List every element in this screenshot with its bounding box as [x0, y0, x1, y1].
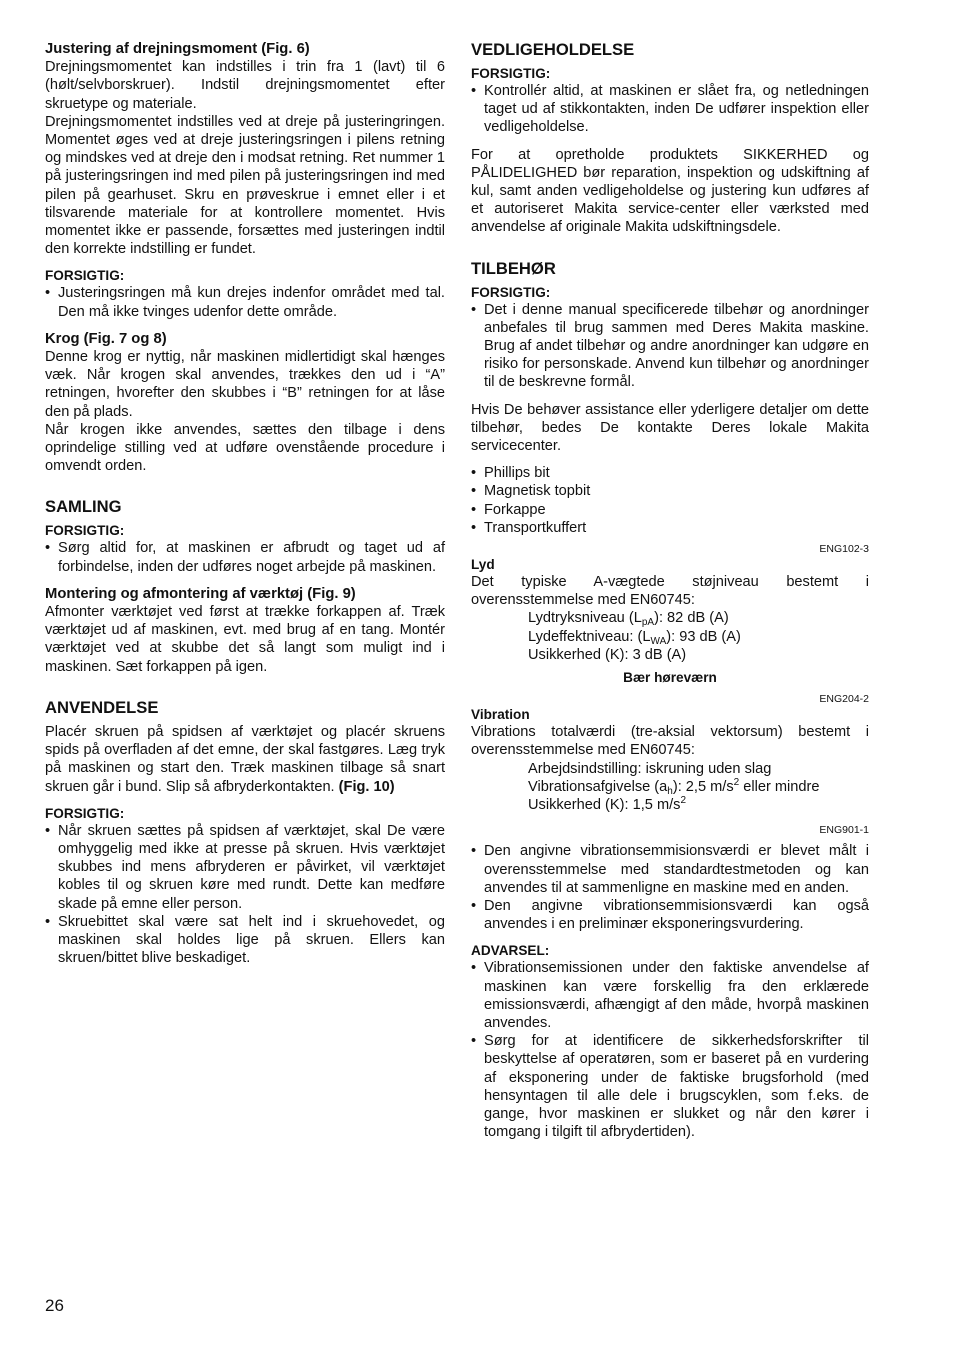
list-item: • Den angivne vibrationsemmisionsværdi er blevet målt i overensstemmelse med standardtestmetoden og kan anvendes til at sammenligne en maskine med en anden.	[471, 843, 869, 896]
hook-paragraph-2: Når krogen ikke anvendes, sættes den tilbage i dens oprindelige stilling ved at udføre ovenstående procedure i omvendt orden.	[45, 421, 445, 475]
maintenance-heading: VEDLIGEHOLDELSE	[471, 40, 635, 59]
list-item: • Transportkuffert	[471, 519, 587, 536]
torque-paragraph-1: Drejningsmomentet kan indstilles i trin fra 1 (lavt) til 6 (hølt/selvborskruer). Indstil drejningsmomentet efter skruetype og materiale.	[45, 59, 445, 112]
sound-code: ENG102-3	[819, 543, 869, 556]
vibration-uncertainty: Usikkerhed (K): 1,5 $m/s^2$	[528, 795, 687, 814]
right-column	[471, 40, 869, 1141]
usage-heading: ANVENDELSE	[45, 697, 159, 717]
vibration-code: ENG204-2	[819, 693, 869, 706]
left-column	[45, 40, 445, 967]
usage-fig-ref: (Fig. 10)	[338, 778, 395, 795]
hook-paragraph-1: Denne krog er nyttig, når maskinen midlertidigt skal hænges væk. Når krogen skal anvendes, trækkes den ud i “A” retningen, hvorefter den skubbes i “B” retningen for at låse den på plads.	[45, 349, 445, 420]
torque-caution-list	[45, 284, 445, 320]
usage-caution-list	[45, 822, 445, 968]
list-item: • Det i denne manual specificerede tilbehør og anordninger anbefales til brug sammen med Deres Makita maskine. Brug af andet tilbehør og andre anordninger kan udgøre en risiko for personskade. Anvend kun tilbehør og anordninger til de beskrevne formål.	[471, 301, 869, 391]
torque-paragraph-2: Drejningsmomentet indstilles ved at dreje på justeringringen. Momentet øges ved at dreje justeringsringen i pilens retning og mindskes ved at dreje den i modsat retning. Ret nummer 1 på justeringsringen ind med pilen på justeringsringen ind med pilen på gearhuset. Skru en prøveskrue i emnet eller i et tilsvarende materiale for at kontrollere momentet. Hvis momentet ikke er passende, forsættes med justeringen indtil den korrekte indstilling er fundet.	[45, 113, 445, 258]
vibration-heading: Vibration	[471, 707, 530, 723]
sound-paragraph-1: Det typiske A-vægtede støjniveau bestemt i overensstemmelse med EN60745:	[471, 574, 869, 609]
list-item: • Skruebittet skal være sat helt ind i skruehovedet, og maskinen skal holdes lige på skruen. Ellers kan skruen/bittet blive beskadiget.	[45, 913, 445, 967]
list-item: • Sørg altid for, at maskinen er afbrudt og taget ud af forbindelse, inden der udføres noget arbejde på maskinen.	[45, 540, 445, 575]
list-item: • Når skruen sættes på spidsen af værktøjet, skal De være omhyggelig med ikke at presse på skruen. Hvis værktøjet skubbes ind mens afbryderen er påvirket, vil værktøjet kobles til og skruen køre med rundt. Dette kan medføre skade på emne eller person.	[45, 822, 445, 912]
accessories-heading: TILBEHØR	[471, 258, 556, 278]
usage-caution-label: FORSIGTIG:	[45, 805, 125, 821]
list-item: • Kontrollér altid, at maskinen er slået fra, og netledningen taget ud af stikkontakten, inden De udfører inspektion eller vedligeholdelse.	[471, 83, 869, 136]
wear-ear-protection: Bær høreværn	[623, 670, 717, 686]
torque-heading: Justering af drejningsmoment (Fig. 6)	[45, 41, 310, 57]
list-item: • Magnetisk topbit	[471, 483, 591, 500]
vibration-list	[471, 842, 869, 933]
list-item: • Justeringsringen må kun drejes indenfor området med tal. Den må ikke tvinges udenfor dette område.	[45, 285, 445, 320]
sound-uncertainty: Usikkerhed (K): 3 dB (A)	[528, 646, 687, 663]
list-item: • Forkappe	[471, 501, 546, 518]
maintenance-paragraph-1: For at opretholde produktets SIKKERHED og PÅLIDELIGHED bør reparation, inspektion og udskiftning af kul, samt anden vedligeholdelse og justering kun udføres af et autoriseret Makita service-center eller værksted med anvendelse af originale Makita udskiftningsdele.	[471, 146, 869, 236]
list-item: • Sørg for at identificere de sikkerhedsforskrifter til beskyttelse af operatøren, som er baseret på en vurdering af eksponering under de faktiske brugsforhold (med hensyntagen til alle dele i brugscyklen, som f.eks. de gange, hvor maskinen er slukket og når den kører i tomgang i tilgift til afbrydertiden).	[471, 1033, 869, 1141]
accessories-list	[471, 464, 869, 537]
torque-caution-label: FORSIGTIG:	[45, 268, 125, 284]
list-item: • Phillips bit	[471, 465, 550, 482]
vibration-warning-list	[471, 959, 869, 1141]
maintenance-caution-label: FORSIGTIG:	[471, 66, 551, 81]
list-item: • Den angivne vibrationsemmisionsværdi kan også anvendes i en preliminær eksponeringsvurdering.	[471, 897, 869, 933]
list-item: • Vibrationsemissionen under den faktiske anvendelse af maskinen kan være forskellig fra den erklærede emissionsværdi, afhængigt af den måde, hvorpå maskinen anvendes.	[471, 960, 869, 1031]
accessories-caution-label: FORSIGTIG:	[471, 284, 551, 300]
mount-paragraph-1: Afmonter værktøjet ved først at trække forkappen af. Træk værktøjet ud af maskinen, evt. med brug af en tang. Montér værktøjet ved at skubbe det så langt som muligt ind i maskinen. Sæt forkappen på igen.	[45, 604, 445, 675]
hook-heading: Krog (Fig. 7 og 8)	[45, 330, 167, 347]
page-number: 26	[45, 1296, 64, 1315]
vibration-code-2: ENG901-1	[819, 824, 869, 837]
usage-paragraph-1: Placér skruen på spidsen af værktøjet og placér skruens spids på overfladen af det emne, der skal fastgøres. Læg tryk på maskinen og start den. Træk maskinen tilbage så snart skruen går i bund. Slip så afbryderkontakten. (Fig. 10)	[45, 723, 445, 795]
vibration-paragraph-1: Vibrations totalværdi (tre-aksial vektorsum) bestemt i overensstemmelse med EN60745:	[471, 724, 869, 759]
vibration-emission: Vibrationsafgivelse $(a_h)$: 2,5 $m/s^2$ eller mindre	[528, 776, 820, 797]
sound-pressure-level: Lydtryksniveau $(L_{pA})$: 82 dB (A)	[528, 610, 729, 629]
accessories-paragraph-1: Hvis De behøver assistance eller yderligere detaljer om dette tilbehør, bedes De kontakte Deres lokale Makita servicecenter.	[471, 401, 869, 455]
assembly-heading: SAMLING	[45, 497, 122, 517]
sound-heading: Lyd	[471, 557, 495, 573]
assembly-caution-list	[45, 539, 445, 575]
sound-power-level: Lydeffektniveau: $(L_{WA})$: 93 dB (A)	[528, 628, 741, 647]
vibration-work-mode: Arbejdsindstilling: iskruning uden slag	[528, 760, 772, 777]
mount-heading: Montering og afmontering af værktøj (Fig. 9)	[45, 585, 356, 602]
maintenance-caution-list	[471, 82, 869, 137]
vibration-warning-label: ADVARSEL:	[471, 943, 550, 959]
accessories-caution-list	[471, 301, 869, 392]
assembly-caution-label: FORSIGTIG:	[45, 523, 125, 539]
